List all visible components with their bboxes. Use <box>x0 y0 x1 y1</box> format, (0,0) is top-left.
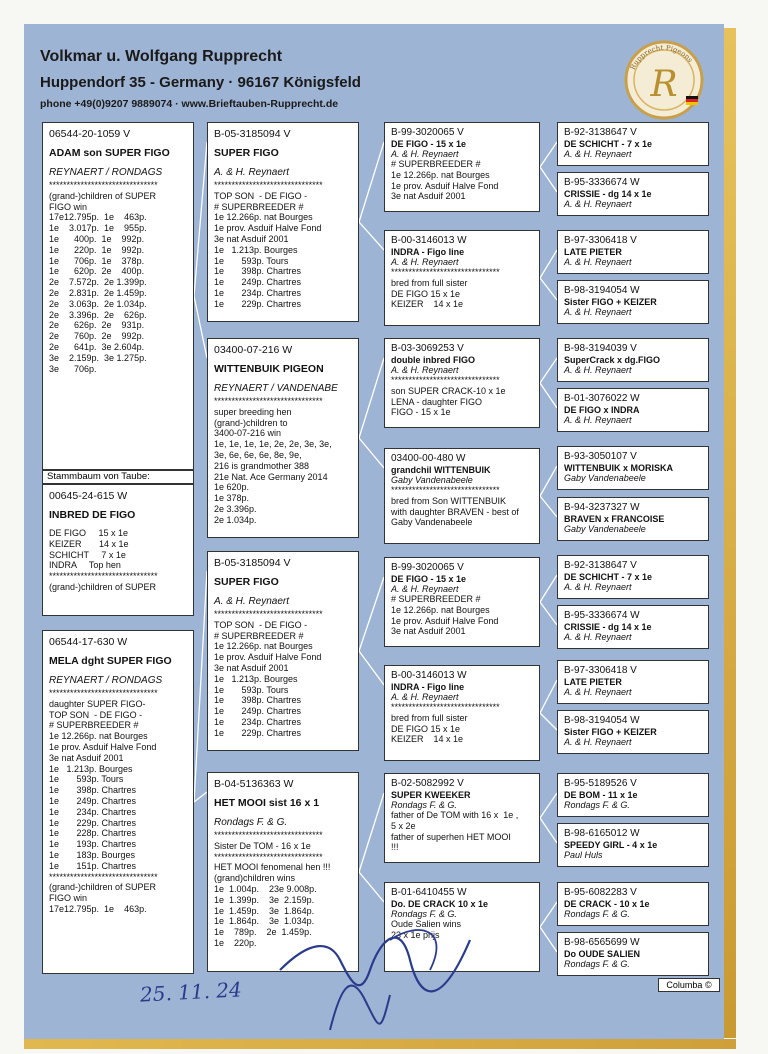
breeder-name: A. & H. Reynaert <box>564 307 632 317</box>
performance-line: 3e nat Asduif 2001 <box>391 191 466 202</box>
pigeon-name: DE SCHICHT - 7 x 1e <box>564 139 653 149</box>
ring-number: B-92-3138647 V <box>564 127 637 138</box>
pigeon-name: DE CRACK - 10 x 1e <box>564 899 650 909</box>
performance-line: ******************************* <box>214 851 323 862</box>
breeder-name: Rondags F. & G. <box>564 800 630 810</box>
breeder-name: Gaby Vandenabeele <box>564 524 646 534</box>
ring-number: B-94-3237327 W <box>564 502 640 513</box>
performance-line: bred from full sister <box>391 712 468 723</box>
stammbaum-label: Stammbaum von Taube: <box>42 470 194 484</box>
performance-line: 2e 3.396p. <box>214 503 257 514</box>
performance-line: 3e 2.159p. 3e 1.275p. <box>49 352 147 363</box>
performance-line: 1e 398p. Chartres <box>214 266 302 277</box>
performance-line: KEIZER 14 x 1e <box>391 299 464 310</box>
performance-line: 1e 12.266p. nat Bourges <box>214 212 313 223</box>
pedigree-box <box>384 557 540 647</box>
pigeon-name: SUPER FIGO <box>214 147 279 159</box>
performance-line: 1e 12.266p. nat Bourges <box>214 641 313 652</box>
performance-line: 1e 1.213p. Bourges <box>214 673 298 684</box>
performance-line: 1e 398p. Chartres <box>49 785 137 796</box>
performance-line: (grand-)children of SUPER <box>49 581 157 592</box>
performance-line: 1e 620p. 2e 400p. <box>49 266 145 277</box>
performance-line: 1e prov. Asduif Halve Fond <box>214 223 322 234</box>
performance-line: 1e prov. Asduif Halve Fond <box>391 615 499 626</box>
performance-line: 1e 593p. Tours <box>214 255 289 266</box>
pedigree-box <box>557 446 709 490</box>
pedigree-box <box>557 773 709 817</box>
performance-line: # SUPERBREEDER # <box>49 720 139 731</box>
pigeon-name: SPEEDY GIRL - 4 x 1e <box>564 840 658 850</box>
pigeon-name: INBRED DE FIGO <box>49 509 136 521</box>
performance-line: TOP SON - DE FIGO - <box>214 190 308 201</box>
breeder-name: Rondags F. & G. <box>391 800 457 810</box>
ring-number: B-98-3194054 W <box>564 285 640 296</box>
performance-line: ******************************* <box>391 485 500 495</box>
breeder-name: REYNAERT / RONDAGS <box>49 675 163 686</box>
ring-number: B-98-3194039 V <box>564 343 637 354</box>
pigeon-name: DE FIGO - 15 x 1e <box>391 574 467 584</box>
breeder-name: Rondags F. & G. <box>391 909 457 919</box>
pigeon-name: CRISSIE - dg 14 x 1e <box>564 189 652 199</box>
pedigree-box <box>557 388 709 432</box>
ring-number: 00645-24-615 W <box>49 490 128 502</box>
logo-text: Rupprecht Pigeons <box>628 43 695 72</box>
pedigree-box <box>42 630 194 974</box>
ring-number: B-92-3138647 V <box>564 560 637 571</box>
performance-line: ******************************* <box>214 396 323 406</box>
pedigree-box <box>557 932 709 976</box>
breeder-name: A. & H. Reynaert <box>564 257 632 267</box>
performance-line: 1e 234p. Chartres <box>214 287 302 298</box>
breeder-name: A. & H. Reynaert <box>391 149 459 159</box>
breeder-name: A. & H. Reynaert <box>564 149 632 159</box>
performance-line: 1e 220p. 1e 992p. <box>49 244 145 255</box>
pigeon-name: grandchil WITTENBUIK <box>391 465 491 475</box>
pigeon-name: MELA dght SUPER FIGO <box>49 655 172 667</box>
ring-number: B-98-6165012 W <box>564 828 640 839</box>
performance-line: HET MOOI fenomenal hen !!! <box>214 862 331 873</box>
performance-line: (grand-)children of SUPER <box>49 190 157 201</box>
pigeon-name: Do OUDE SALIEN <box>564 949 641 959</box>
performance-line: DE FIGO 15 x 1e <box>49 528 129 538</box>
pigeon-name: SUPER FIGO <box>214 576 279 588</box>
breeder-name: A. & H. Reynaert <box>564 365 632 375</box>
performance-line: 1e 1.213p. Bourges <box>214 244 298 255</box>
ring-number: B-98-3194054 W <box>564 715 640 726</box>
breeder-name: REYNAERT / RONDAGS <box>49 167 163 178</box>
pedigree-box <box>557 122 709 166</box>
performance-line: 3e nat Asduif 2001 <box>391 626 466 637</box>
pigeon-name: ADAM son SUPER FIGO <box>49 147 170 159</box>
pedigree-box <box>207 551 359 751</box>
performance-line: 3400-07-216 win <box>214 428 282 439</box>
performance-line: 3e 706p. <box>49 363 97 374</box>
performance-line: super breeding hen <box>214 406 292 417</box>
ring-number: 06544-17-630 W <box>49 636 128 648</box>
performance-line: 2e 3.063p. 2e 1.034p. <box>49 298 147 309</box>
breeder-name: REYNAERT / VANDENABE <box>214 383 338 394</box>
performance-line: 3e nat Asduif 2001 <box>214 233 289 244</box>
pigeon-name: SUPER KWEEKER <box>391 790 471 800</box>
pedigree-box <box>557 555 709 599</box>
breeder-name: Rondags F. & G. <box>214 817 288 828</box>
performance-line: ******************************* <box>391 375 500 385</box>
pigeon-name: INDRA - Figo line <box>391 247 465 257</box>
performance-line: 1e 249p. Chartres <box>49 795 137 806</box>
performance-line: 17e12.795p. 1e 463p. <box>49 903 147 914</box>
performance-line: 1e prov. Asduif Halve Fond <box>391 180 499 191</box>
performance-line: 2e 641p. 3e 2.604p. <box>49 341 145 352</box>
loft-contact: phone +49(0)9207 9889074 · www.Brieftauben-Rupprecht.de <box>40 98 339 110</box>
performance-line: LENA - daughter FIGO <box>391 396 483 407</box>
pigeon-name: DE BOM - 11 x 1e <box>564 790 638 800</box>
performance-line: DE FIGO 15 x 1e <box>391 723 461 734</box>
performance-line: ******************************* <box>214 180 323 190</box>
ring-number: B-93-3050107 V <box>564 451 637 462</box>
breeder-name: Gaby Vandenabeele <box>564 473 646 483</box>
performance-line: (grand-)children of SUPER <box>49 882 157 893</box>
pigeon-name: SuperCrack x dg.FIGO <box>564 355 661 365</box>
ring-number: B-99-3020065 V <box>391 127 464 138</box>
performance-line: # SUPERBREEDER # <box>214 630 304 641</box>
performance-line: 1e 1.459p. 3e 1.864p. <box>214 905 315 916</box>
performance-line: Oude Salien wins <box>391 919 462 929</box>
pigeon-name: WITTENBUIK x MORISKA <box>564 463 673 473</box>
breeder-name: A. & H. Reynaert <box>564 632 632 642</box>
performance-line: son SUPER CRACK-10 x 1e <box>391 385 506 396</box>
breeder-name: A. & H. Reynaert <box>391 692 459 702</box>
performance-line: 1e 3.017p. 1e 955p. <box>49 223 147 234</box>
ring-number: B-01-6410455 W <box>391 887 467 898</box>
ring-number: B-00-3146013 W <box>391 670 467 681</box>
performance-line: 5 x 2e <box>391 820 416 831</box>
performance-line: 1e 151p. Chartres <box>49 860 137 871</box>
performance-line: 1e 183p. Bourges <box>49 849 136 860</box>
pigeon-name: LATE PIETER <box>564 677 622 687</box>
performance-line: ******************************* <box>214 830 323 840</box>
pigeon-name: Do. DE CRACK 10 x 1e <box>391 899 489 909</box>
pedigree-box <box>557 710 709 754</box>
pedigree-box <box>384 448 540 544</box>
ring-number: B-95-5189526 V <box>564 778 637 789</box>
pedigree-box <box>384 122 540 212</box>
signature-date: 25. 11. 24 <box>139 977 243 1007</box>
performance-line: 1e 193p. Chartres <box>49 839 137 850</box>
breeder-name: Paul Huls <box>564 850 603 860</box>
performance-line: 1e 12.266p. nat Bourges <box>391 169 490 180</box>
performance-line: 1e 229p. Chartres <box>214 298 302 309</box>
ring-number: B-97-3306418 V <box>564 235 637 246</box>
pedigree-box <box>384 665 540 761</box>
logo-letter: R <box>650 64 678 105</box>
performance-line: father of superhen HET MOOI <box>391 831 511 842</box>
performance-line: 17e12.795p. 1e 463p. <box>49 212 147 223</box>
pigeon-name: DE SCHICHT - 7 x 1e <box>564 572 653 582</box>
performance-line: bred from full sister <box>391 277 468 288</box>
performance-line: 3e nat Asduif 2001 <box>214 662 289 673</box>
ring-number: 06544-20-1059 V <box>49 128 131 140</box>
performance-line: ******************************* <box>391 267 500 277</box>
performance-line: SCHICHT 7 x 1e <box>49 549 126 560</box>
performance-line: # SUPERBREEDER # <box>214 201 304 212</box>
pedigree-box <box>557 230 709 274</box>
pedigree-box <box>557 172 709 216</box>
performance-line: 1e 228p. Chartres <box>49 828 137 839</box>
performance-line: 1e 378p. <box>214 493 250 504</box>
performance-line: ******************************* <box>391 702 500 712</box>
performance-line: INDRA Top hen <box>49 560 121 571</box>
performance-line: 1e 1.213p. Bourges <box>49 763 133 774</box>
performance-line: ******************************* <box>49 871 158 882</box>
performance-line: 1e 220p. <box>214 937 257 948</box>
performance-line: 21e Nat. Ace Germany 2014 <box>214 471 328 482</box>
performance-line: ******************************* <box>49 180 158 190</box>
performance-line: TOP SON - DE FIGO - <box>49 709 143 720</box>
breeder-name: A. & H. Reynaert <box>214 596 290 607</box>
performance-line: 1e 706p. 1e 378p. <box>49 255 145 266</box>
pedigree-box <box>557 605 709 649</box>
performance-line: 1e prov. Asduif Halve Fond <box>49 741 157 752</box>
performance-line: 1e 229p. Chartres <box>49 817 137 828</box>
ring-number: B-99-3020065 V <box>391 562 464 573</box>
ring-number: B-05-3185094 V <box>214 128 291 140</box>
pedigree-box <box>42 484 194 616</box>
performance-line: 1e 12.266p. nat Bourges <box>49 731 148 742</box>
performance-line: ******************************* <box>49 571 158 582</box>
ring-number: B-02-5082992 V <box>391 778 464 789</box>
breeder-name: A. & H. Reynaert <box>391 365 459 375</box>
performance-line: 1e prov. Asduif Halve Fond <box>214 652 322 663</box>
performance-line: 1e 398p. Chartres <box>214 695 302 706</box>
performance-line: (grand)children wins <box>214 873 296 884</box>
performance-line: 3e, 6e, 6e, 6e, 8e, 9e, <box>214 449 302 460</box>
ring-number: B-01-3076022 W <box>564 393 640 404</box>
performance-line: 1e 593p. Tours <box>214 684 289 695</box>
ring-number: B-97-3306418 V <box>564 665 637 676</box>
pigeon-name: CRISSIE - dg 14 x 1e <box>564 622 652 632</box>
pedigree-box <box>557 497 709 541</box>
breeder-name: A. & H. Reynaert <box>564 415 632 425</box>
pigeon-name: HET MOOI sist 16 x 1 <box>214 797 320 809</box>
breeder-name: A. & H. Reynaert <box>564 687 632 697</box>
pedigree-box <box>42 122 194 470</box>
performance-line: 1e 1.864p. 3e 1.034p. <box>214 916 315 927</box>
breeder-name: A. & H. Reynaert <box>391 584 459 594</box>
performance-line: DE FIGO 15 x 1e <box>391 288 461 299</box>
performance-line: 1e 12.266p. nat Bourges <box>391 604 490 615</box>
breeder-name: Gaby Vandenabeele <box>391 475 473 485</box>
pigeon-name: double inbred FIGO <box>391 355 475 365</box>
performance-line: !!! <box>391 842 399 853</box>
performance-line: # SUPERBREEDER # <box>391 594 481 604</box>
pedigree-box <box>557 882 709 926</box>
pigeon-name: Sister FIGO + KEIZER <box>564 727 657 737</box>
performance-line: # SUPERBREEDER # <box>391 159 481 169</box>
performance-line: 1e 249p. Chartres <box>214 277 302 288</box>
performance-line: 1e 234p. Chartres <box>214 716 302 727</box>
performance-line: 1e 1.004p. 23e 9.008p. <box>214 883 317 894</box>
performance-line: 216 is grandmother 388 <box>214 460 310 471</box>
performance-line: 1e 234p. Chartres <box>49 806 137 817</box>
performance-line: ******************************* <box>49 688 158 698</box>
performance-line: Sister De TOM - 16 x 1e <box>214 840 311 851</box>
performance-line: daughter SUPER FIGO- <box>49 698 146 709</box>
pedigree-box <box>207 338 359 538</box>
ring-number: B-04-5136363 W <box>214 778 294 790</box>
performance-line: FIGO win <box>49 893 88 904</box>
performance-line: FIGO win <box>49 201 88 212</box>
pedigree-box <box>557 338 709 382</box>
breeder-name: A. & H. Reynaert <box>564 199 632 209</box>
performance-line: Gaby Vandenabeele <box>391 517 473 528</box>
pedigree-box <box>384 773 540 863</box>
breeder-name: A. & H. Reynaert <box>214 167 290 178</box>
pedigree-box <box>557 280 709 324</box>
breeder-name: A. & H. Reynaert <box>391 257 459 267</box>
breeder-name: A. & H. Reynaert <box>564 737 632 747</box>
performance-line: 1e 789p. 2e 1.459p. <box>214 927 312 938</box>
ring-number: B-03-3069253 V <box>391 343 464 354</box>
pigeon-name: DE FIGO x INDRA <box>564 405 640 415</box>
performance-line: 1e 1.399p. 3e 2.159p. <box>214 894 315 905</box>
pigeon-name: WITTENBUIK PIGEON <box>214 363 324 375</box>
ring-number: 03400-00-480 W <box>391 453 466 464</box>
performance-line: bred from Son WITTENBUIK <box>391 495 507 506</box>
performance-line: 2e 3.396p. 2e 626p. <box>49 309 147 320</box>
pigeon-name: LATE PIETER <box>564 247 622 257</box>
breeder-name: Rondags F. & G. <box>564 909 630 919</box>
performance-line: 23 x 1e prijs <box>391 929 440 940</box>
performance-line: 2e 626p. 2e 931p. <box>49 320 145 331</box>
pigeon-name: DE FIGO - 15 x 1e <box>391 139 467 149</box>
performance-line: TOP SON - DE FIGO - <box>214 619 308 630</box>
pedigree-box <box>557 823 709 867</box>
performance-line: 1e 620p. <box>214 482 250 493</box>
loft-address: Huppendorf 35 - Germany · 96167 Königsfeld <box>40 74 361 91</box>
performance-line: 1e 229p. Chartres <box>214 727 302 738</box>
ring-number: B-95-3336674 W <box>564 610 640 621</box>
pigeon-name: INDRA - Figo line <box>391 682 465 692</box>
performance-line: 1e 400p. 1e 992p. <box>49 233 145 244</box>
performance-line: KEIZER 14 x 1e <box>391 734 464 745</box>
ring-number: 03400-07-216 W <box>214 344 293 356</box>
performance-line: 1e 249p. Chartres <box>214 706 302 717</box>
performance-line: with daughter BRAVEN - best of <box>391 506 519 517</box>
performance-line: 2e 760p. 2e 992p. <box>49 331 145 342</box>
breeder-name: A. & H. Reynaert <box>564 582 632 592</box>
performance-line: 3e nat Asduif 2001 <box>49 752 124 763</box>
loft-name: Volkmar u. Wolfgang Rupprecht <box>40 48 283 65</box>
pigeon-name: BRAVEN x FRANCOISE <box>564 514 665 524</box>
performance-line: (grand-)children to <box>214 417 288 428</box>
performance-line: father of De TOM with 16 x 1e , <box>391 810 519 820</box>
performance-line: 2e 1.034p. <box>214 514 257 525</box>
performance-line: FIGO - 15 x 1e <box>391 407 451 418</box>
breeder-name: Rondags F. & G. <box>564 959 630 969</box>
pedigree-box <box>384 230 540 326</box>
performance-line: 1e, 1e, 1e, 1e, 2e, 2e, 3e, 3e, <box>214 439 332 450</box>
ring-number: B-95-6082283 V <box>564 887 637 898</box>
ring-number: B-95-3336674 W <box>564 177 640 188</box>
performance-line: ******************************* <box>214 609 323 619</box>
ring-number: B-05-3185094 V <box>214 557 291 569</box>
pedigree-box <box>384 338 540 428</box>
ring-number: B-98-6565699 W <box>564 937 640 948</box>
performance-line: 1e 593p. Tours <box>49 774 124 785</box>
performance-line: 2e 7.572p. 2e 1.399p. <box>49 277 147 288</box>
pedigree-box <box>207 122 359 322</box>
ring-number: B-00-3146013 W <box>391 235 467 246</box>
handwritten-signature <box>270 900 480 1040</box>
columba-credit: Columba © <box>658 978 720 992</box>
pigeon-name: Sister FIGO + KEIZER <box>564 297 657 307</box>
performance-line: 2e 2.831p. 2e 1.459p. <box>49 287 147 298</box>
pedigree-box <box>557 660 709 704</box>
performance-line: KEIZER 14 x 1e <box>49 538 129 549</box>
